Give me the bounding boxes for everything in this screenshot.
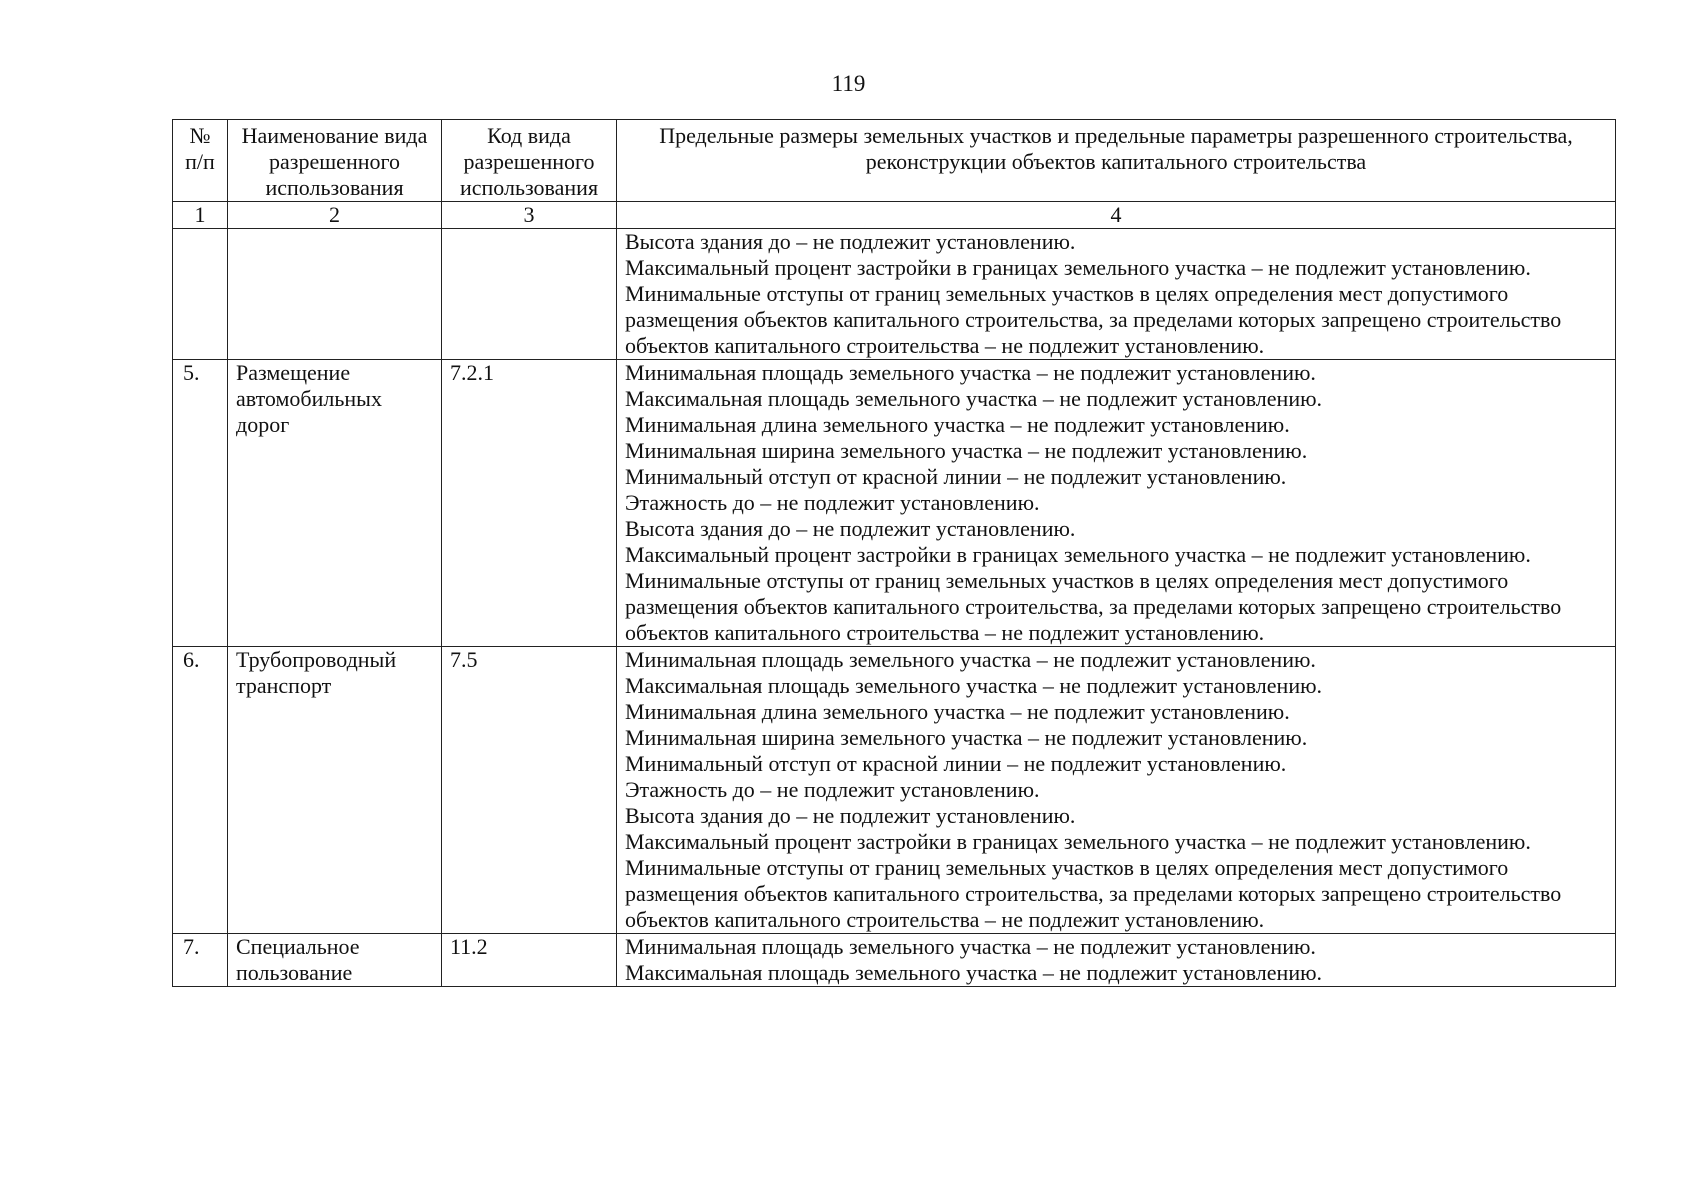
use-name: Трубопроводный транспорт bbox=[228, 647, 442, 934]
parameter-line: Минимальная длина земельного участка – не подлежит установлению. bbox=[625, 699, 1290, 724]
use-code: 7.5 bbox=[442, 647, 617, 934]
parameter-line: Минимальная ширина земельного участка – не подлежит установлению. bbox=[625, 725, 1308, 750]
row-number: 7. bbox=[173, 934, 228, 987]
row-number bbox=[173, 229, 228, 360]
parameter-line: Минимальные отступы от границ земельных участков в целях определения мест допустимого размещения объектов капитального строительства, за пределами которых запрещено строительство объектов капитального строительства – не подлежит установлению. bbox=[625, 281, 1562, 358]
use-code: 11.2 bbox=[442, 934, 617, 987]
table-row bbox=[173, 229, 1616, 360]
parameter-line: Максимальный процент застройки в границах земельного участка – не подлежит установлению. bbox=[625, 542, 1531, 567]
parameter-line: Максимальная площадь земельного участка – не подлежит установлению. bbox=[625, 960, 1323, 985]
use-code bbox=[442, 229, 617, 360]
use-name bbox=[228, 229, 442, 360]
parameter-line: Максимальный процент застройки в границах земельного участка – не подлежит установлению. bbox=[625, 829, 1531, 854]
column-number: 3 bbox=[442, 202, 617, 229]
parameter-line: Максимальный процент застройки в границах земельного участка – не подлежит установлению. bbox=[625, 255, 1531, 280]
parameter-line: Максимальная площадь земельного участка – не подлежит установлению. bbox=[625, 673, 1323, 698]
parameter-line: Минимальная площадь земельного участка – не подлежит установлению. bbox=[625, 360, 1316, 385]
parameter-line: Высота здания до – не подлежит установлению. bbox=[625, 803, 1076, 828]
land-use-table bbox=[172, 119, 1616, 987]
row-number: 5. bbox=[173, 360, 228, 647]
parameters-cell bbox=[617, 934, 1616, 987]
column-number-row bbox=[173, 202, 1616, 229]
header-use-name: Наименование вида разрешенного использования bbox=[228, 120, 442, 202]
parameter-line: Минимальная длина земельного участка – не подлежит установлению. bbox=[625, 412, 1290, 437]
column-number: 4 bbox=[617, 202, 1616, 229]
header-parameters: Предельные размеры земельных участков и предельные параметры разрешенного строительства, реконструкции объектов капитального строительства bbox=[617, 120, 1616, 202]
page-number: 119 bbox=[831, 71, 866, 96]
parameter-line: Минимальный отступ от красной линии – не подлежит установлению. bbox=[625, 751, 1287, 776]
header-number: № п/п bbox=[173, 120, 228, 202]
use-code: 7.2.1 bbox=[442, 360, 617, 647]
column-number: 1 bbox=[173, 202, 228, 229]
table-header-row bbox=[173, 120, 1616, 202]
parameter-line: Этажность до – не подлежит установлению. bbox=[625, 490, 1040, 515]
row-number: 6. bbox=[173, 647, 228, 934]
use-name: Специальное пользование bbox=[228, 934, 442, 987]
parameter-line: Минимальный отступ от красной линии – не подлежит установлению. bbox=[625, 464, 1287, 489]
table-row bbox=[173, 934, 1616, 987]
parameter-line: Максимальная площадь земельного участка – не подлежит установлению. bbox=[625, 386, 1323, 411]
parameters-cell bbox=[617, 647, 1616, 934]
parameter-line: Минимальная площадь земельного участка – не подлежит установлению. bbox=[625, 934, 1316, 959]
header-use-code: Код вида разрешенного использования bbox=[442, 120, 617, 202]
table-row bbox=[173, 360, 1616, 647]
column-number: 2 bbox=[228, 202, 442, 229]
table-row bbox=[173, 647, 1616, 934]
use-name: Размещение автомобильных дорог bbox=[228, 360, 442, 647]
parameter-line: Минимальная площадь земельного участка – не подлежит установлению. bbox=[625, 647, 1316, 672]
parameter-line: Этажность до – не подлежит установлению. bbox=[625, 777, 1040, 802]
table-body bbox=[173, 229, 1616, 987]
parameter-line: Высота здания до – не подлежит установлению. bbox=[625, 229, 1076, 254]
parameter-line: Минимальные отступы от границ земельных участков в целях определения мест допустимого размещения объектов капитального строительства, за пределами которых запрещено строительство объектов капитального строительства – не подлежит установлению. bbox=[625, 855, 1562, 932]
parameters-cell bbox=[617, 229, 1616, 360]
parameter-line: Минимальная ширина земельного участка – не подлежит установлению. bbox=[625, 438, 1308, 463]
parameter-line: Минимальные отступы от границ земельных участков в целях определения мест допустимого размещения объектов капитального строительства, за пределами которых запрещено строительство объектов капитального строительства – не подлежит установлению. bbox=[625, 568, 1562, 645]
parameter-line: Высота здания до – не подлежит установлению. bbox=[625, 516, 1076, 541]
parameters-cell bbox=[617, 360, 1616, 647]
